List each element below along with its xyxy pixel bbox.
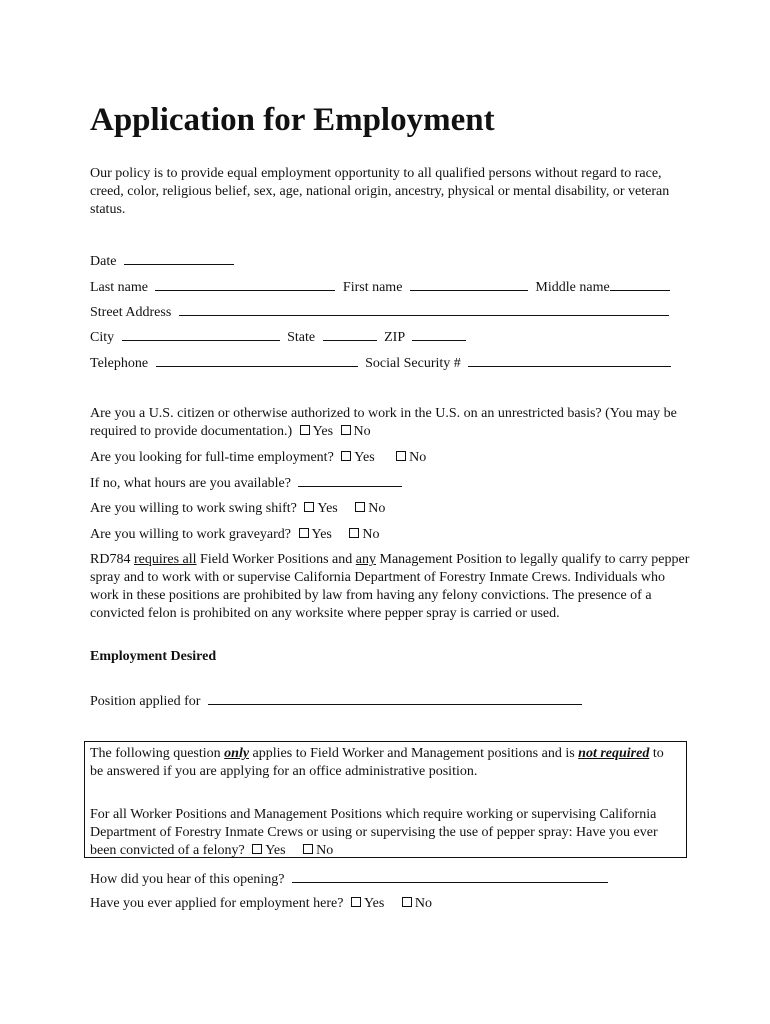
rd784-text-1: Field Worker Positions and [200,552,353,567]
box-not-required: not required [578,746,650,761]
rd784-requires-all: requires all [133,552,197,567]
felony-yes-label: Yes [265,843,286,858]
employment-desired-heading: Employment Desired [90,649,217,664]
graveyard-question-text: Are you willing to work graveyard? [90,527,291,542]
swing-yes-label: Yes [317,501,338,516]
position-field[interactable] [208,692,582,705]
middle-name-label: Middle name [535,280,610,295]
fulltime-yes-label: Yes [354,450,375,465]
rd784-code: RD784 [90,552,131,567]
citizen-yes-label: Yes [312,424,334,439]
equal-opportunity-policy: Our policy is to provide equal employment opportunity to all qualified persons without regard to race, creed, color, religious belief, sex, age, national origin, ancestry, physical or mental disability, or veteran status. [90,166,670,217]
hours-question [90,474,402,492]
graveyard-no-checkbox[interactable] [349,528,359,538]
applied-before-text: Have you ever applied for employment here? [90,896,344,911]
felony-yes-checkbox[interactable] [252,844,262,854]
fulltime-no-label: No [409,450,427,465]
zip-label: ZIP [384,330,405,345]
box-intro-2: applies to Field Worker and Management positions and is [252,746,575,761]
citizen-no-label: No [353,424,371,439]
page-title: Application for Employment [90,102,495,138]
swing-question-text: Are you willing to work swing shift? [90,501,297,516]
swing-no-checkbox[interactable] [355,502,365,512]
applied-yes-checkbox[interactable] [351,897,361,907]
city-row [90,328,466,346]
hours-question-text: If no, what hours are you available? [90,476,291,491]
fulltime-question-text: Are you looking for full-time employment? [90,450,334,465]
rd784-text-2: Management Position to legally qualify to carry pepper spray and to work with or supervise California Department of Forestry Inmate Crews. Individuals who work in these positions are prohibited by law from having any felony convictions. The presence of a convicted felon is prohibited on any worksite where pepper spray is carried or used. [90,552,690,621]
applied-no-label: No [414,896,432,911]
hours-field[interactable] [298,474,402,487]
hear-opening-label: How did you hear of this opening? [90,872,285,887]
city-label: City [90,330,115,345]
first-name-label: First name [342,280,403,295]
swing-question [90,500,385,517]
position-row [90,692,582,710]
graveyard-yes-checkbox[interactable] [299,528,309,538]
box-intro-3: to be answered if you are applying for an office administrative position. [90,746,664,779]
state-label: State [287,330,316,345]
felony-box-intro [90,745,680,781]
street-address-field[interactable] [179,303,669,316]
citizen-no-checkbox[interactable] [341,425,351,435]
date-row [90,252,234,270]
graveyard-yes-label: Yes [311,527,332,542]
fulltime-question [90,449,426,466]
fulltime-yes-checkbox[interactable] [341,451,351,461]
citizen-question [90,405,690,441]
applied-before-question [90,895,432,912]
telephone-label: Telephone [90,356,149,371]
graveyard-question [90,526,380,543]
street-row [90,303,669,321]
telephone-row [90,354,671,372]
name-row [90,278,670,296]
felony-question [90,806,686,860]
swing-no-label: No [368,501,386,516]
first-name-field[interactable] [410,278,528,291]
citizen-question-text: Are you a U.S. citizen or otherwise authorized to work in the U.S. on an unrestricted basis? (You may be required to provide documentation.) [90,406,677,439]
telephone-field[interactable] [156,354,358,367]
citizen-yes-checkbox[interactable] [300,425,310,435]
applied-yes-label: Yes [363,896,385,911]
swing-yes-checkbox[interactable] [304,502,314,512]
rd784-notice [90,551,690,623]
street-address-label: Street Address [90,305,172,320]
felony-question-text: For all Worker Positions and Management Positions which require working or supervising California Department of Forestry Inmate Crews or using or supervising the use of pepper spray: Have you ever been convicted of a felony? [90,807,658,858]
rd784-any: any [355,552,376,567]
box-only: only [224,746,250,761]
applied-no-checkbox[interactable] [402,897,412,907]
ssn-field[interactable] [468,354,671,367]
position-label: Position applied for [90,694,201,709]
middle-name-field[interactable] [610,278,670,291]
date-label: Date [90,254,117,269]
hear-opening-row [90,870,608,888]
graveyard-no-label: No [362,527,380,542]
last-name-field[interactable] [155,278,335,291]
city-field[interactable] [122,328,280,341]
box-intro-1: The following question [90,746,221,761]
fulltime-no-checkbox[interactable] [396,451,406,461]
last-name-label: Last name [90,280,148,295]
felony-no-label: No [316,843,334,858]
state-field[interactable] [323,328,377,341]
date-field[interactable] [124,252,234,265]
ssn-label: Social Security # [365,356,461,371]
zip-field[interactable] [412,328,466,341]
felony-no-checkbox[interactable] [303,844,313,854]
hear-opening-field[interactable] [292,870,608,883]
